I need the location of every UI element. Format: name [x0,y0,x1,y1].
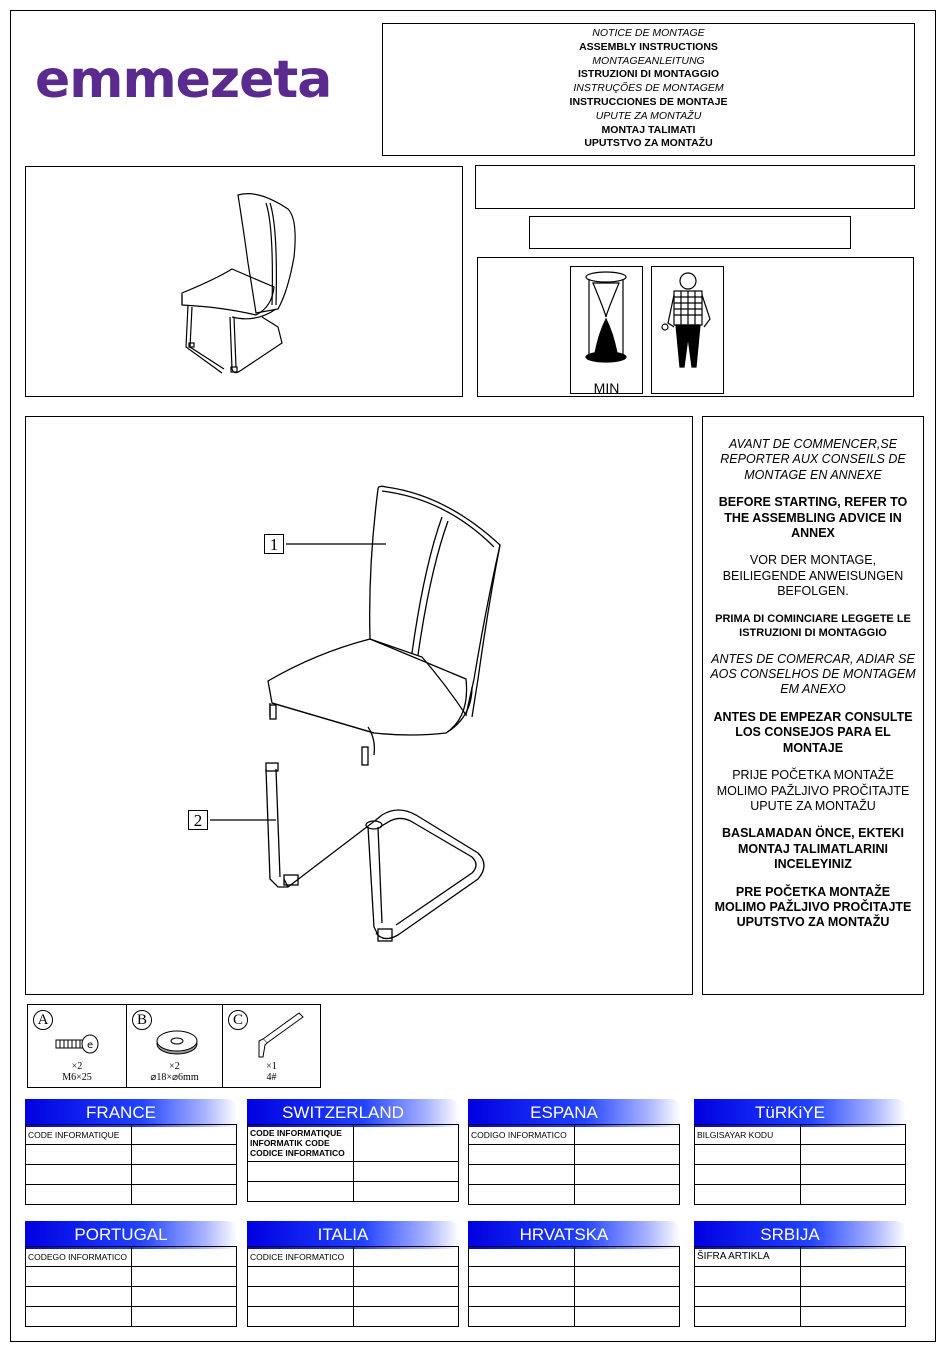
hardware-letter: B [132,1010,152,1030]
hardware-spec: 4# [266,1072,277,1083]
code-cell[interactable] [26,1185,132,1205]
code-value[interactable] [353,1125,459,1162]
code-value[interactable] [800,1125,906,1145]
pre-assembly-notes [702,416,924,995]
code-cell[interactable] [26,1165,132,1185]
title-fr: NOTICE DE MONTAGE [592,27,705,39]
code-value[interactable] [574,1247,680,1267]
title-it: ISTRUZIONI DI MONTAGGIO [578,68,719,81]
code-cell[interactable] [26,1307,132,1327]
country-table-portugal [25,1221,237,1327]
code-cell[interactable] [131,1185,237,1205]
code-cell[interactable] [695,1165,801,1185]
hardware-item-b [126,1004,223,1088]
code-label: CODICE INFORMATICO [248,1247,354,1267]
code-label: ŠIFRA ARTIKLA [695,1247,801,1267]
title-es: INSTRUCCIONES DE MONTAJE [569,95,728,108]
part-2-label: 2 [188,810,208,830]
code-cell[interactable] [574,1307,680,1327]
code-label: CODE INFORMATIQUE [26,1125,132,1145]
hardware-item-c [222,1004,321,1088]
code-cell[interactable] [131,1145,237,1165]
washer-icon [155,1027,199,1057]
code-cell[interactable] [469,1185,575,1205]
code-cell[interactable] [469,1165,575,1185]
code-label: CODEGO INFORMATICO [26,1247,132,1267]
note-de: VOR DER MONTAGE, BEILIEGENDE ANWEISUNGEN BEFOLGEN. [722,553,904,599]
hardware-spec: M6×25 [62,1072,92,1083]
time-panel [570,266,643,394]
code-cell[interactable] [248,1162,354,1182]
country-name: FRANCE [86,1103,156,1122]
code-cell[interactable] [131,1307,237,1327]
country-table-espana [468,1099,680,1205]
exploded-view-box [25,416,693,995]
code-cell[interactable] [800,1287,906,1307]
country-table-hrvatska [468,1221,680,1327]
product-code-box [529,216,851,249]
time-label: MIN [593,380,620,396]
svg-text:e: e [87,1040,94,1051]
note-sr: PRE POČETKA MONTAŽE MOLIMO PAŽLJIVO PROČITAJTE UPUTSTVO ZA MONTAŽU [714,884,912,930]
country-name: PORTUGAL [74,1225,168,1244]
note-tr: BASLAMADAN ÖNCE, EKTEKI MONTAJ TALIMATLARINI INCELEYINIZ [722,826,904,872]
code-cell[interactable] [248,1182,354,1202]
person-panel [651,266,724,394]
country-name: SWITZERLAND [282,1103,404,1122]
code-cell[interactable] [469,1145,575,1165]
code-cell[interactable] [469,1287,575,1307]
title-tr: MONTAJ TALIMATI [601,123,696,136]
hardware-spec: ⌀18×⌀6mm [150,1072,199,1083]
code-cell[interactable] [574,1165,680,1185]
code-cell[interactable] [131,1287,237,1307]
code-cell[interactable] [469,1267,575,1287]
code-cell[interactable] [800,1307,906,1327]
code-cell[interactable] [695,1145,801,1165]
country-name: HRVATSKA [519,1225,609,1244]
code-cell[interactable] [131,1165,237,1185]
title-en: ASSEMBLY INSTRUCTIONS [579,40,718,53]
code-cell[interactable] [248,1307,354,1327]
code-value[interactable] [800,1247,906,1267]
brand-logo: emmezeta [35,50,332,110]
product-name-box [475,165,915,209]
note-en: BEFORE STARTING, REFER TO THE ASSEMBLING ADVICE IN ANNEX [718,495,908,541]
note-es: ANTES DE EMPEZAR CONSULTE LOS CONSEJOS PARA EL MONTAJE [713,709,913,755]
chair-exploded-illustration [26,417,692,994]
country-name: ESPANA [530,1103,598,1122]
code-cell[interactable] [574,1267,680,1287]
code-value[interactable] [131,1125,237,1145]
code-cell[interactable] [26,1287,132,1307]
chair-preview-illustration [26,167,462,396]
code-value[interactable] [353,1247,459,1267]
title-hr: UPUTE ZA MONTAŽU [595,109,702,122]
code-cell[interactable] [695,1267,801,1287]
hardware-item-a [27,1004,127,1088]
hardware-letter: C [228,1010,248,1030]
code-cell[interactable] [26,1145,132,1165]
code-value[interactable] [131,1247,237,1267]
titles-box [382,23,915,156]
country-table-switzerland [247,1099,459,1205]
code-cell[interactable] [695,1307,801,1327]
allen-key-icon [253,1011,305,1059]
code-cell[interactable] [574,1145,680,1165]
note-fr: AVANT DE COMMENCER,SE REPORTER AUX CONSEILS DE MONTAGE EN ANNEXE [720,437,906,482]
code-cell[interactable] [800,1165,906,1185]
country-name: ITALIA [317,1225,369,1244]
country-table-italia [247,1221,459,1327]
code-cell[interactable] [800,1185,906,1205]
country-table-srbija [694,1221,906,1327]
code-cell[interactable] [469,1307,575,1327]
title-de: MONTAGEANLEITUNG [592,54,705,67]
code-cell[interactable] [574,1185,680,1205]
code-cell[interactable] [800,1267,906,1287]
code-label: BILGISAYAR KODU [695,1125,801,1145]
code-cell[interactable] [800,1145,906,1165]
code-value[interactable] [574,1125,680,1145]
code-label: CODIGO INFORMATICO [469,1125,575,1145]
country-table-france [25,1099,237,1205]
code-cell[interactable] [131,1267,237,1287]
hardware-qty: ×2 [169,1061,180,1072]
title-sr: UPUTSTVO ZA MONTAŽU [584,137,713,150]
code-label [469,1247,575,1267]
code-cell[interactable] [353,1162,459,1182]
code-cell[interactable] [574,1287,680,1307]
country-name: TüRKiYE [755,1103,825,1122]
code-cell[interactable] [353,1267,459,1287]
one-person-icon [652,267,723,393]
hardware-qty: ×1 [266,1061,277,1072]
note-pt: ANTES DE COMERCAR, ADIAR SE AOS CONSELHOS DE MONTAGEM EM ANEXO [710,651,916,697]
bolt-icon [52,1033,102,1055]
code-cell[interactable] [248,1267,354,1287]
code-cell[interactable] [248,1287,354,1307]
country-table-turkiye [694,1099,906,1205]
product-preview-box [25,166,463,397]
note-hr: PRIJE POČETKA MONTAŽE MOLIMO PAŽLJIVO PROČITAJTE UPUTE ZA MONTAŽU [716,768,910,813]
code-cell[interactable] [353,1182,459,1202]
code-label: CODE INFORMATIQUE INFORMATIK CODE CODICE INFORMATICO [248,1125,354,1162]
note-it: PRIMA DI COMINCIARE LEGGETE LE ISTRUZIONI DI MONTAGGIO [715,612,911,639]
code-cell[interactable] [695,1185,801,1205]
code-cell[interactable] [353,1307,459,1327]
code-cell[interactable] [353,1287,459,1307]
code-cell[interactable] [26,1267,132,1287]
requirements-box [477,257,914,397]
hardware-qty: ×2 [71,1061,83,1072]
hourglass-icon [571,267,642,367]
hardware-letter: A [33,1010,53,1030]
code-cell[interactable] [695,1287,801,1307]
part-1-label: 1 [264,534,284,554]
country-name: SRBIJA [760,1225,820,1244]
title-pt: INSTRUÇÕES DE MONTAGEM [573,82,724,95]
